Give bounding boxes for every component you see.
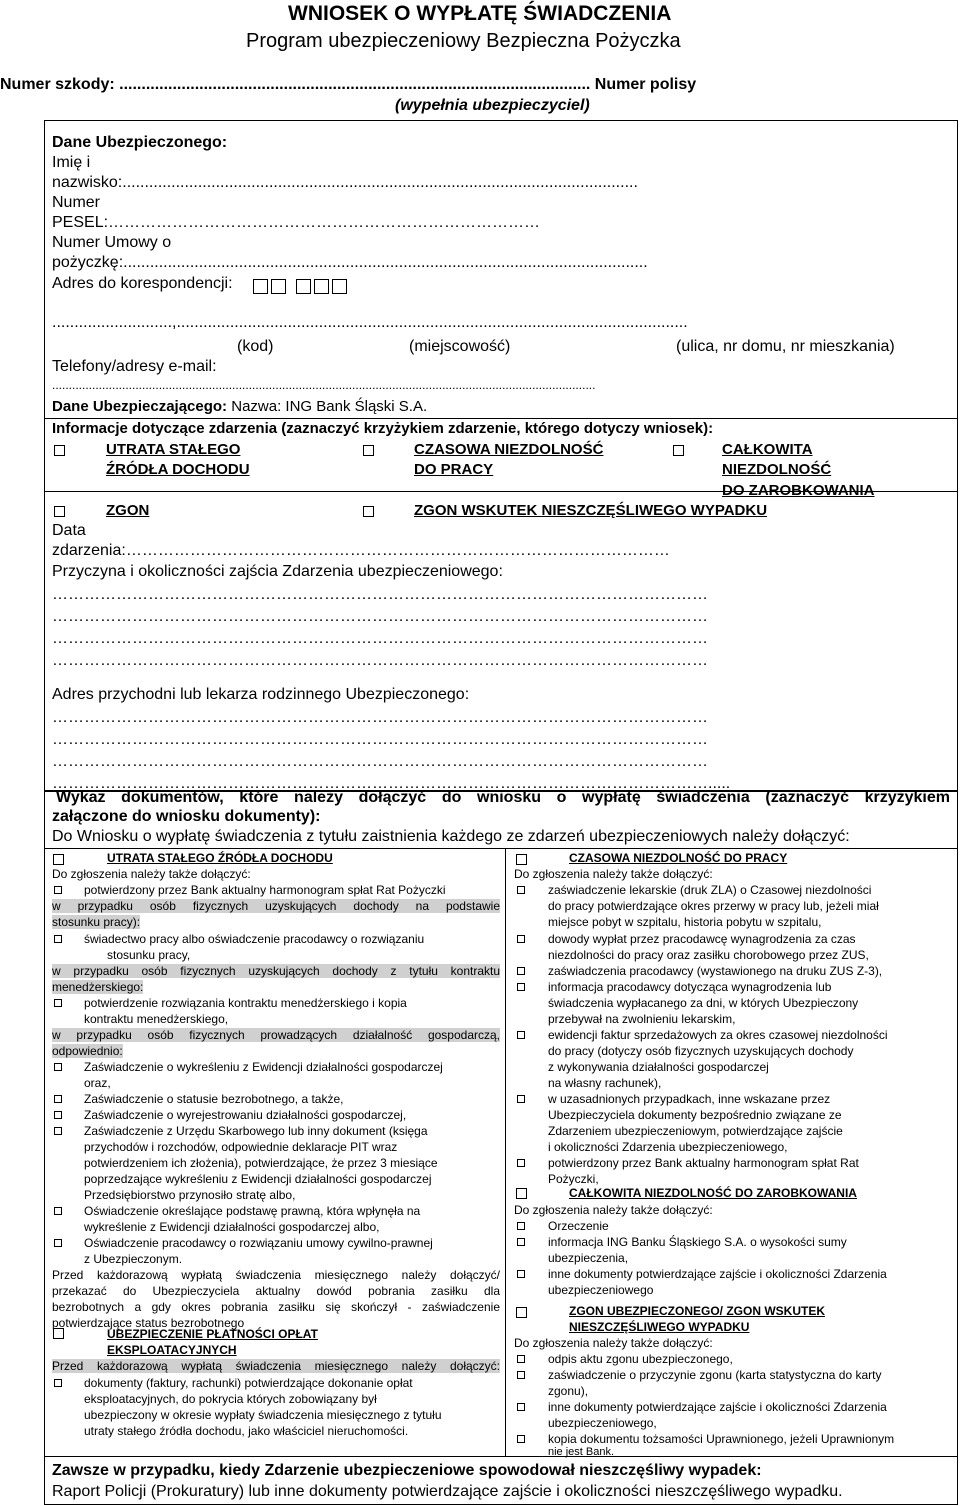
doc-checkbox[interactable] [54, 1111, 62, 1119]
opt-temp-disability-1: CZASOWA NIEZDOLNOŚĆ [414, 441, 604, 458]
doc-item: Orzeczenie [548, 1219, 609, 1233]
doc-item: do pracy (dotyczy osób fizycznych uzyskujących dochody [548, 1044, 854, 1058]
doc-item: zgonu), [548, 1384, 589, 1398]
opt-job-loss-1: UTRATA STAŁEGO [106, 441, 241, 458]
doc-item: miejsce pobyt w szpitalu, historia pobytu w szpitalu, [548, 915, 822, 929]
doc-item: w uzasadnionych przypadkach, inne wskazane przez [548, 1092, 831, 1106]
opt-total-disability-2: NIEZDOLNOŚĆ [722, 461, 832, 478]
doc-item: zaświadczenie o przyczynie zgonu (karta statystyczna do karty [548, 1368, 882, 1382]
checkbox-doc-temp-disability[interactable] [516, 854, 527, 865]
doc-item: kontraktu menedżerskiego, [84, 1012, 229, 1026]
doc-checkbox[interactable] [517, 1159, 525, 1167]
doc-item: eksploatacyjnych, do pokrycia których zobowiązany był [84, 1392, 377, 1406]
opt-death: ZGON [106, 502, 150, 519]
doc-checkbox[interactable] [517, 1238, 525, 1246]
group-manager-2: menedżerskiego: [52, 980, 144, 994]
claim-number-field[interactable]: Numer szkody: .......................................................................................................... Numer polisy [0, 76, 697, 93]
doc-checkbox[interactable] [54, 935, 62, 943]
doc-item: dokumenty (faktury, rachunki) potwierdzające dokonanie opłat [84, 1376, 413, 1390]
postal-digit-box[interactable] [332, 279, 347, 294]
checkbox-job-loss[interactable] [54, 445, 65, 456]
checkbox-accident-death[interactable] [363, 506, 374, 517]
doc-item: potwierdzony przez Bank aktualny harmonogram spłat Rat [548, 1156, 859, 1170]
opt-accident-death: ZGON WSKUTEK NIESZCZĘŚLIWEGO WYPADKU [414, 502, 768, 519]
doc-item: ubezpieczenia, [548, 1251, 629, 1265]
postal-digit-box[interactable] [296, 279, 311, 294]
right-also-3: Do zgłoszenia należy także dołączyć: [514, 1336, 713, 1350]
date-label: Data [52, 522, 86, 539]
pesel-field[interactable]: PESEL:……………………………………………………………………… [52, 214, 541, 231]
name-label: Imię i [52, 154, 91, 171]
doc-item: Oświadczenie pracodawcy o rozwiązaniu umowy cywilno-prawnej [84, 1236, 433, 1250]
doc-checkbox[interactable] [517, 1435, 525, 1443]
clinic-line[interactable]: ……………………………………………………………………………………………………………..... [52, 775, 731, 792]
doc-item: Zaświadczenie o wyrejestrowaniu działalności gospodarczej, [84, 1108, 407, 1122]
right-title-3b: NIESZCZĘŚLIWEGO WYPADKU [569, 1320, 750, 1334]
doc-checkbox[interactable] [517, 1403, 525, 1411]
doc-item: oraz, [84, 1076, 111, 1090]
doc-item: potwierdzenie rozwiązania kontraktu menedżerskiego i kopia [84, 996, 407, 1010]
doc-checkbox[interactable] [54, 1239, 62, 1247]
doc-item: wykreślenie z Ewidencji działalności gospodarczej albo, [84, 1220, 380, 1234]
doc-checkbox[interactable] [54, 1095, 62, 1103]
docs-intro: Do Wniosku o wypłatę świadczenia z tytułu zaistnienia każdego ze zdarzeń ubezpieczeniowych należy dołączyć: [52, 828, 850, 845]
doc-checkbox[interactable] [54, 1379, 62, 1387]
opt-temp-disability-2: DO PRACY [414, 461, 494, 478]
doc-item: i okoliczności Zdarzenia ubezpieczeniowego, [548, 1140, 788, 1154]
doc-item: ubezpieczeniowego [548, 1283, 654, 1297]
event-heading: Informacje dotyczące zdarzenia (zaznaczyć krzyżykiem zdarzenie, którego dotyczy wniosek): [52, 420, 714, 437]
group-business-2: odpowiednio: [52, 1044, 123, 1058]
left-also: Do zgłoszenia należy także dołączyć: [52, 867, 251, 881]
doc-checkbox[interactable] [517, 967, 525, 975]
form-subtitle: Program ubezpieczeniowy Bezpieczna Pożyczka [246, 30, 681, 52]
doc-item: potwierdzeniem ich złożenia), potwierdzające, że przez 3 miesiące [84, 1156, 438, 1170]
right-title-2: CAŁKOWITA NIEZDOLNOŚĆ DO ZAROBKOWANIA [569, 1186, 857, 1200]
opt-total-disability-1: CAŁKOWITA [722, 441, 813, 458]
address-label: Adres do korespondencji: [52, 275, 233, 292]
address-field[interactable]: ...........................,................................................................................................................... [52, 314, 688, 331]
pesel-label: Numer [52, 194, 101, 211]
group-business: w przypadku osób fizycznych prowadzących działalność gospodarczą, [52, 1028, 500, 1042]
name-field[interactable]: nazwisko:.................................................................................................................... [52, 174, 638, 191]
doc-item: do pracy potwierdzające okres przerwy w pracy lub, jeżeli miał [548, 899, 879, 913]
doc-item: zaświadczenia pracodawcy (wystawionego na druku ZUS Z-3), [548, 964, 883, 978]
clinic-line[interactable]: …………………………………………………………………………………………………………… [52, 709, 708, 726]
doc-item: Przedsiębiorstwo przynosiło stratę albo, [84, 1188, 296, 1202]
doc-item: utraty stałego źródła dochodu, jako właściciel nieruchomości. [84, 1424, 409, 1438]
group-employment-2: stosunku pracy): [52, 915, 141, 929]
checkbox-doc-death[interactable] [516, 1307, 527, 1318]
fees-title: UBEZPIECZENIE PŁATNOŚCI OPŁAT [107, 1327, 318, 1341]
policyholder-row [52, 398, 427, 415]
doc-checkbox[interactable] [517, 886, 525, 894]
checkbox-doc-job-loss[interactable] [53, 854, 64, 865]
doc-item: potwierdzony przez Bank aktualny harmonogram spłat Rat Pożyczki [84, 883, 446, 897]
checkbox-total-disability[interactable] [673, 445, 684, 456]
doc-item: inne dokumenty potwierdzające zajście i okoliczności Zdarzenia [548, 1267, 887, 1281]
doc-checkbox[interactable] [54, 999, 62, 1007]
doc-item: kopia dokumentu tożsamości Uprawnionego, jeżeli Uprawnionym [548, 1432, 895, 1446]
doc-checkbox[interactable] [517, 935, 525, 943]
right-also-2: Do zgłoszenia należy także dołączyć: [514, 1203, 713, 1217]
checkbox-doc-total-disability[interactable] [516, 1188, 527, 1199]
unemployed-note: Przed każdorazową wypłatą świadczenia miesięcznego należy dołączyć/ [52, 1268, 500, 1282]
opt-job-loss-2: ŹRÓDŁA DOCHODU [106, 461, 250, 478]
doc-item: przebywał na zwolnieniu lekarskim, [548, 1012, 736, 1026]
doc-checkbox[interactable] [517, 1270, 525, 1278]
footer-text: Raport Policji (Prokuratury) lub inne dokumenty potwierdzające zajście i okoliczności nieszczęśliwego wypadku. [52, 1483, 843, 1500]
doc-item: informacja ING Banku Śląskiego S.A. o wysokości sumy [548, 1235, 847, 1249]
clinic-line[interactable]: …………………………………………………………………………………………………………… [52, 753, 708, 770]
left-title: UTRATA STAŁEGO ŹRÓDŁA DOCHODU [107, 851, 333, 865]
doc-checkbox[interactable] [54, 1127, 62, 1135]
doc-checkbox[interactable] [54, 886, 62, 894]
checkbox-death[interactable] [54, 506, 65, 517]
col-city-label: (miejscowość) [409, 338, 511, 355]
doc-item: dowody wypłat przez pracodawcę wynagrodzenia za czas [548, 932, 856, 946]
divider [44, 848, 958, 849]
doc-item: Ubezpieczyciela dokumenty bezpośrednio związane ze [548, 1108, 842, 1122]
group-employment: w przypadku osób fizycznych uzyskujących dochody na podstawie [52, 899, 500, 913]
insured-heading: Dane Ubezpieczonego: [52, 134, 228, 151]
postal-digit-box[interactable] [314, 279, 329, 294]
doc-item: przychodów i rozchodów, odpowiednie deklaracje PIT wraz [84, 1140, 398, 1154]
doc-checkbox[interactable] [54, 1063, 62, 1071]
fees-note: Przed każdorazową wypłatą świadczenia miesięcznego należy dołączyć: [52, 1359, 500, 1373]
doc-item: ewidencji faktur sprzedażowych za okres czasowej niezdolności [548, 1028, 888, 1042]
unemployed-note: bezrobotnych a gdy okres pobrania zasiłku się skończył - zaświadczenie [52, 1300, 500, 1314]
cause-line[interactable]: …………………………………………………………………………………………………………… [52, 608, 708, 625]
checkbox-doc-fees[interactable] [53, 1328, 64, 1339]
doc-item: inne dokumenty potwierdzające zajście i okoliczności Zdarzenia [548, 1400, 887, 1414]
date-field[interactable]: zdarzenia:………………………………………………………………………………………… [52, 542, 670, 559]
doc-item: świadczenia wypłacanego za dni, w których Ubezpieczony [548, 996, 859, 1010]
doc-checkbox[interactable] [517, 1222, 525, 1230]
group-manager: w przypadku osób fizycznych uzyskujących dochody z tytułu kontraktu [52, 964, 500, 978]
clinic-line[interactable]: …………………………………………………………………………………………………………… [52, 731, 708, 748]
doc-checkbox[interactable] [517, 1095, 525, 1103]
cause-line[interactable]: …………………………………………………………………………………………………………… [52, 652, 708, 669]
opt-total-disability-3: DO ZAROBKOWANIA [722, 482, 875, 499]
doc-checkbox[interactable] [517, 1371, 525, 1379]
phones-field[interactable]: ................................................................................................................................................................... [52, 378, 596, 392]
form-title: WNIOSEK O WYPŁATĘ ŚWIADCZENIA [288, 2, 672, 25]
doc-checkbox[interactable] [517, 1355, 525, 1363]
doc-item: ubezpieczony w okresie wypłaty świadczenia miesięcznego z tytułu [84, 1408, 442, 1422]
footer-heading: Zawsze w przypadku, kiedy Zdarzenie ubezpieczeniowe spowodował nieszczęśliwy wypadek: [52, 1462, 762, 1479]
doc-item: poprzedzające wykreśleniu z Ewidencji działalności gospodarczej [84, 1172, 432, 1186]
phones-label: Telefony/adresy e-mail: [52, 358, 217, 375]
doc-item: Oświadczenie określające podstawę prawną, która wpłynęła na [84, 1204, 421, 1218]
right-also: Do zgłoszenia należy także dołączyć: [514, 867, 713, 881]
doc-item: Zaświadczenie o statusie bezrobotnego, a także, [84, 1092, 344, 1106]
unemployed-note: potwierdzające status bezrobotnego [52, 1316, 245, 1330]
cause-label: Przyczyna i okoliczności zajścia Zdarzenia ubezpieczeniowego: [52, 563, 503, 580]
doc-item: stosunku pracy, [107, 948, 191, 962]
doc-item: Zaświadczenie o wykreśleniu z Ewidencji działalności gospodarczej [84, 1060, 443, 1074]
divider [44, 1456, 958, 1457]
loan-field[interactable]: pożyczkę:...................................................................................................................... [52, 254, 648, 271]
policyholder-label: Dane Ubezpieczającego: [52, 398, 228, 415]
doc-checkbox[interactable] [517, 1031, 525, 1039]
doc-item: ubezpieczeniowego, [548, 1416, 657, 1430]
doc-item: Zaświadczenie z Urzędu Skarbowego lub inny dokument (księga [84, 1124, 428, 1138]
cause-line[interactable]: …………………………………………………………………………………………………………… [52, 586, 708, 603]
fees-title-2: EKSPLOATACYJNYCH [107, 1343, 237, 1357]
doc-item: niezdolności do pracy oraz zasiłku chorobowego przez ZUS, [548, 948, 869, 962]
insurer-fills-note: (wypełnia ubezpieczyciel) [395, 97, 590, 114]
column-divider [505, 848, 506, 1456]
doc-item: na własny rachunek), [548, 1076, 662, 1090]
doc-item: z Ubezpieczonym. [84, 1252, 183, 1266]
doc-checkbox[interactable] [517, 983, 525, 991]
doc-item: nie jest Bank. [548, 1446, 615, 1458]
cause-line[interactable]: …………………………………………………………………………………………………………… [52, 630, 708, 647]
col-street-label: (ulica, nr domu, nr mieszkania) [676, 338, 895, 355]
postal-code-boxes[interactable] [253, 279, 350, 299]
policyholder-value: Nazwa: ING Bank Śląski S.A. [231, 398, 428, 415]
doc-item: z wykonywania działalności gospodarczej [548, 1060, 769, 1074]
col-code-label: (kod) [237, 338, 274, 355]
right-title-3: ZGON UBEZPIECZONEGO/ ZGON WSKUTEK [569, 1304, 826, 1318]
checkbox-temp-disability[interactable] [363, 445, 374, 456]
doc-item: świadectwo pracy albo oświadczenie pracodawcy o rozwiązaniu [84, 932, 425, 946]
docs-heading: Wykaz dokumentów, które należy dołączyć do wniosku o wypłatę świadczenia (zaznaczyć krzyżykiem [56, 789, 950, 806]
doc-item: Pożyczki, [548, 1172, 599, 1186]
docs-heading-2: załączone do wniosku dokumenty): [52, 808, 321, 825]
doc-checkbox[interactable] [54, 1207, 62, 1215]
loan-label: Numer Umowy o [52, 234, 172, 251]
unemployed-note: przekazać do Ubezpieczyciela aktualny dowód pobrania zasiłku dla [52, 1284, 500, 1298]
postal-digit-box[interactable] [271, 279, 286, 294]
clinic-label: Adres przychodni lub lekarza rodzinnego Ubezpieczonego: [52, 686, 470, 703]
doc-item: odpis aktu zgonu ubezpieczonego, [548, 1352, 733, 1366]
right-title: CZASOWA NIEZDOLNOŚĆ DO PRACY [569, 851, 788, 865]
postal-digit-box[interactable] [253, 279, 268, 294]
doc-item: informacja pracodawcy dotycząca wynagrodzenia lub [548, 980, 832, 994]
doc-item: zaświadczenie lekarskie (druk ZLA) o Czasowej niezdolności [548, 883, 872, 897]
doc-item: Zdarzeniem ubezpieczeniowym, potwierdzające zajście [548, 1124, 843, 1138]
